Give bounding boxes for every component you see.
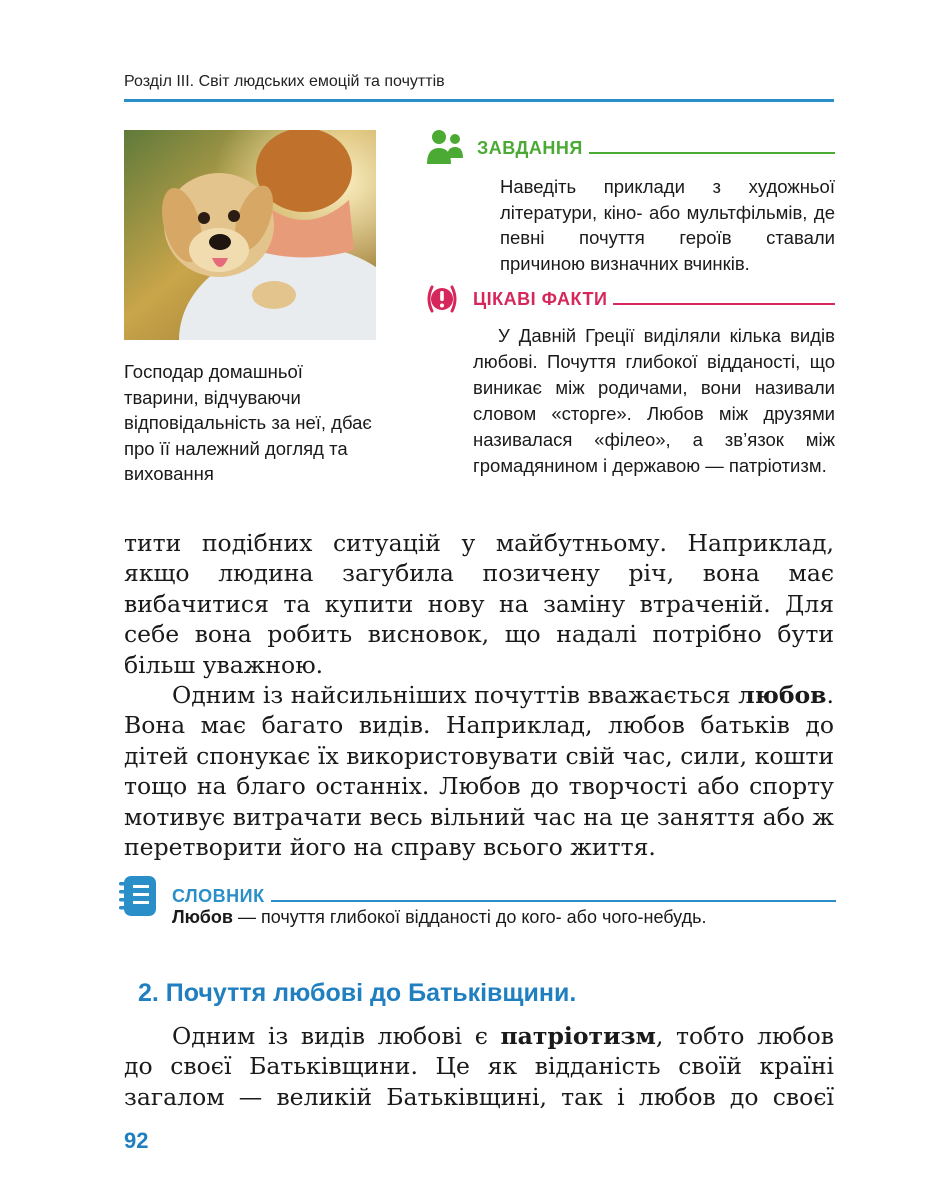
exclamation-icon <box>425 282 461 316</box>
section2-text <box>124 1021 834 1112</box>
dictionary-title-rule <box>271 900 836 902</box>
photo-dog-and-owner <box>124 130 376 340</box>
p2-start: Одним із найсильніших почуттів вважається <box>172 681 739 710</box>
dictionary-definition: — почуття глибокої відданості до кого- або чого-небудь. <box>232 907 707 927</box>
section2-paragraph <box>124 1021 834 1112</box>
facts-box <box>425 282 835 479</box>
dictionary-title: СЛОВНИК <box>172 885 265 906</box>
main-text-block <box>124 528 834 862</box>
dictionary-box <box>116 873 836 929</box>
header-rule <box>124 99 834 102</box>
s2-start: Одним із видів любові є <box>172 1022 501 1050</box>
task-box <box>425 128 835 276</box>
notebook-icon <box>116 873 162 919</box>
facts-title: ЦІКАВІ ФАКТИ <box>473 288 608 309</box>
dictionary-entry <box>172 905 836 929</box>
facts-text <box>473 323 835 479</box>
s2-term-patriotism: патріотизм <box>500 1022 656 1050</box>
task-title: ЗАВДАННЯ <box>477 137 583 158</box>
page-number: 92 <box>124 1128 149 1153</box>
section-heading: 2. Почуття любові до Батьківщини. <box>138 979 577 1007</box>
task-text: Наведіть приклади з художньої літератури, кіно- або мультфільмів, де певні почуття героїв ставали причиною визначних вчинків. <box>500 176 835 274</box>
p2-end: . Вона має багато видів. Наприклад, любов батьків до дітей спонукає їх використовувати свій час, сили, кошти тощо на благо останніх. Любов до творчості або спорту мотивує витрачати весь вільний час на це заняття або ж перетворити його на справу всього життя. <box>124 681 834 862</box>
running-header: Розділ ІІІ. Світ людських емоцій та почуттів <box>124 73 445 90</box>
main-paragraph-1: тити подібних ситуацій у майбутньому. Наприклад, якщо людина загубила позичену річ, вона має вибачитися та купити нову на заміну втраченій. Для себе вона робить висновок, що надалі потрібно бути більш уважною. <box>124 529 834 679</box>
photo-caption: Господар домашньої тварини, відчуваючи відповідальність за неї, дбає про її належний догляд та виховання <box>124 361 372 484</box>
p2-term-love: любов <box>738 681 827 710</box>
people-icon <box>425 128 467 168</box>
task-title-rule <box>589 152 835 154</box>
facts-title-rule <box>613 303 835 305</box>
main-paragraph-2 <box>124 680 834 862</box>
s2-end: , тобто любов до своєї Батьківщини. Це як відданість своїй країні загалом — великій Батьківщині, так і любов до своєї <box>124 1022 834 1111</box>
dictionary-term: Любов <box>172 907 233 927</box>
facts-paragraph: У Давній Греції виділяли кілька видів любові. Почуття глибокої відданості, що виникає між родичами, вони називали словом «сторге». Любов між друзями називалася «філео», а зв’язок між громадянином і державою — патріотизм. <box>473 325 835 476</box>
